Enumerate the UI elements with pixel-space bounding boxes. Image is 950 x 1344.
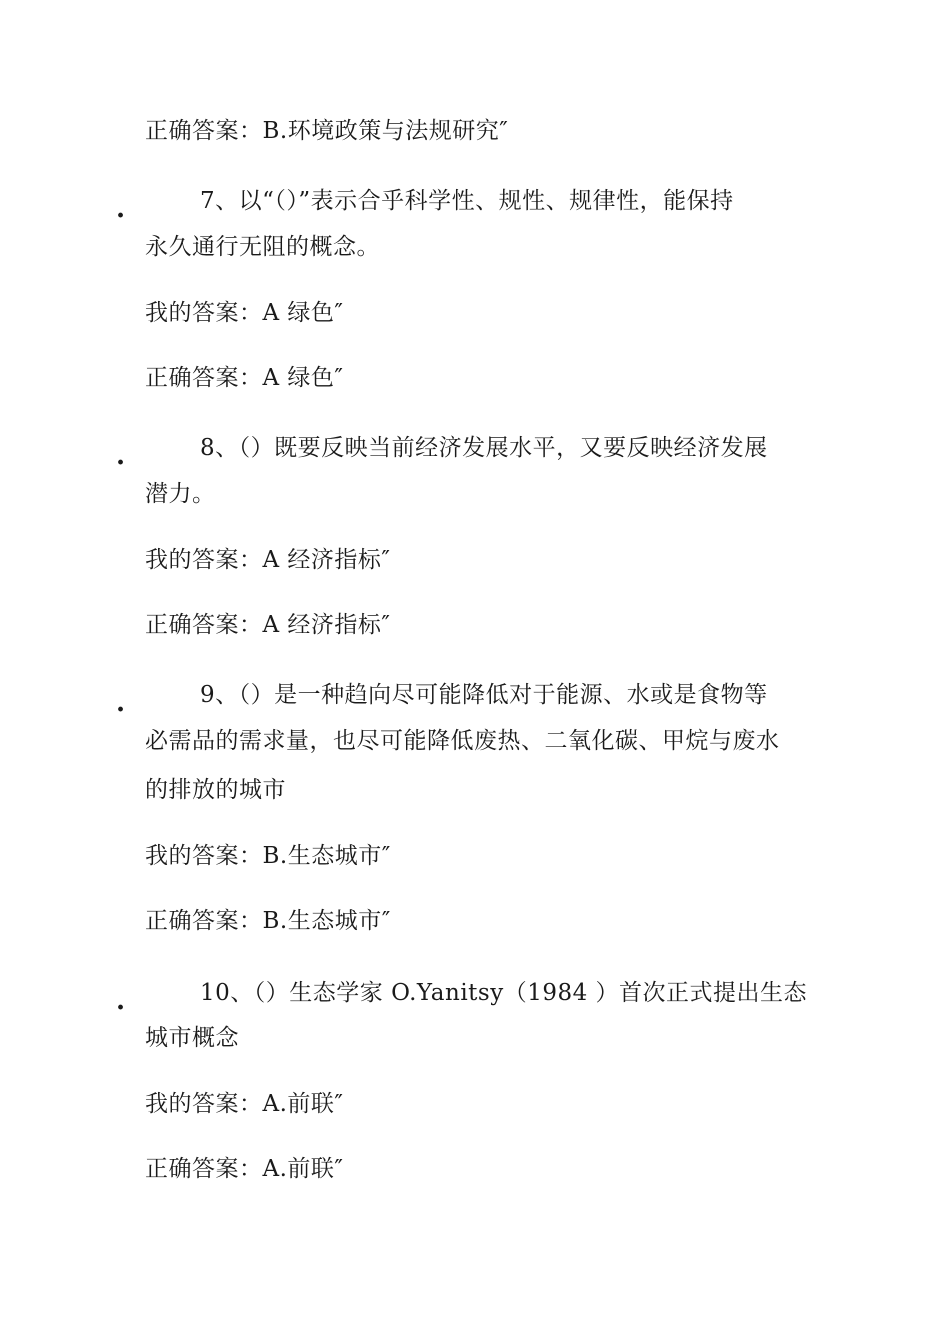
correct-answer-10: 正确答案：A.前联″	[145, 1156, 344, 1182]
bullet-q9: .	[116, 688, 126, 718]
bullet-q7: .	[116, 194, 126, 224]
question-10-line-2: 城市概念	[145, 1025, 239, 1051]
question-7-line-1: 7、以“（）”表示合乎科学性、规性、规律性，能保持	[200, 188, 734, 214]
correct-answer-9: 正确答案：B.生态城市″	[145, 908, 391, 934]
question-7-line-2: 永久通行无阻的概念。	[145, 234, 380, 260]
question-8-line-2: 潜力。	[145, 481, 216, 507]
question-10-line-1: 10、（）生态学家 O.Yanitsy（1984 ）首次正式提出生态	[200, 980, 808, 1006]
my-answer-10: 我的答案：A.前联″	[145, 1091, 344, 1117]
correct-answer-6: 正确答案：B.环境政策与法规研究″	[145, 118, 509, 144]
correct-answer-7: 正确答案：A 绿色″	[145, 365, 344, 391]
my-answer-8: 我的答案：A 经济指标″	[145, 547, 391, 573]
question-9-line-1: 9、（）是一种趋向尽可能降低对于能源、水或是食物等	[200, 682, 768, 708]
my-answer-9: 我的答案：B.生态城市″	[145, 843, 391, 869]
question-9-line-3: 的排放的城市	[145, 777, 286, 803]
question-8-line-1: 8、（）既要反映当前经济发展水平，又要反映经济发展	[200, 435, 768, 461]
bullet-q10: .	[116, 986, 126, 1016]
correct-answer-8: 正确答案：A 经济指标″	[145, 612, 391, 638]
bullet-q8: .	[116, 441, 126, 471]
my-answer-7: 我的答案：A 绿色″	[145, 300, 344, 326]
question-9-line-2: 必需品的需求量，也尽可能降低废热、二氧化碳、甲烷与废水	[145, 728, 780, 754]
